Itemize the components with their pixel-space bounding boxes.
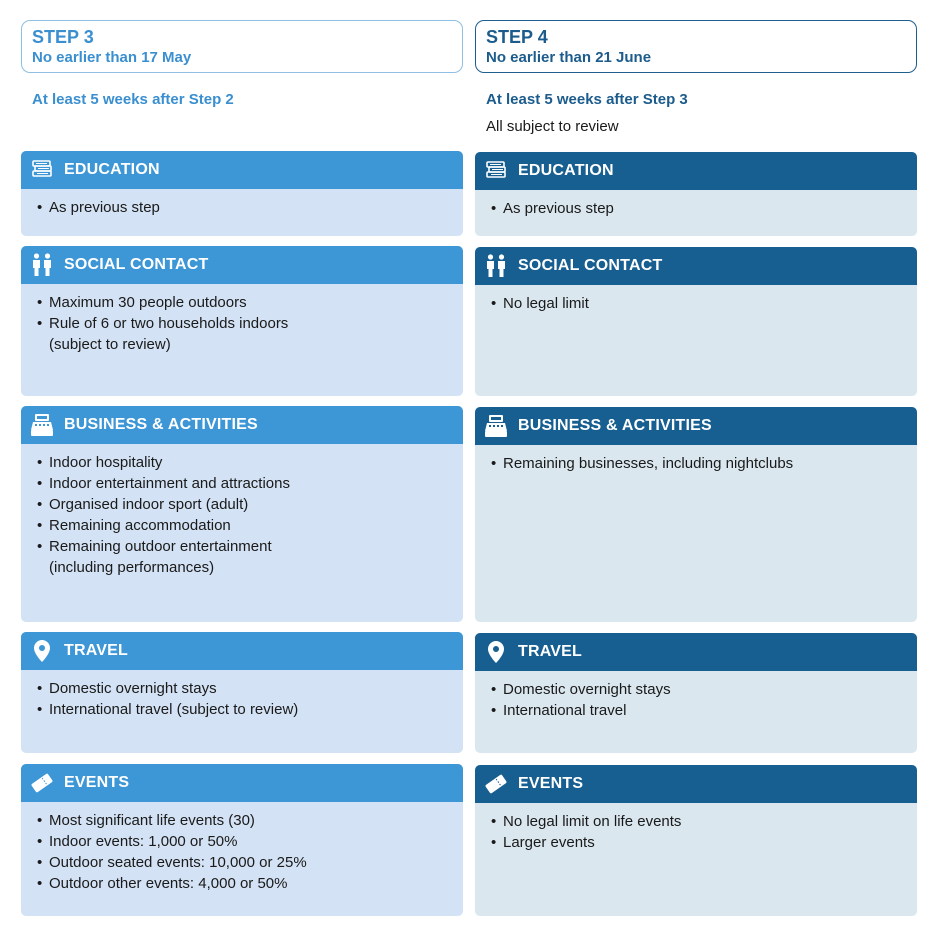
card-list [21, 189, 463, 218]
step4-education-card [475, 152, 917, 236]
list-item: • International travel (subject to review) [37, 699, 463, 720]
step4-events-card [475, 765, 917, 916]
step3-header [21, 20, 463, 73]
card-list [21, 284, 463, 355]
card-header [475, 152, 917, 190]
people-icon [29, 252, 55, 278]
card-header [475, 247, 917, 285]
card-heading: BUSINESS & ACTIVITIES [64, 416, 258, 433]
card-heading: EDUCATION [64, 161, 160, 178]
step4-review-note: All subject to review [486, 118, 619, 135]
list-item: • Outdoor other events: 4,000 or 50% [37, 873, 463, 894]
list-item: • Remaining outdoor entertainment [37, 536, 463, 557]
card-list [475, 285, 917, 314]
cash-register-icon [29, 412, 55, 438]
step4-travel-card [475, 633, 917, 753]
step4-header [475, 20, 917, 73]
list-item: • No legal limit [491, 293, 917, 314]
card-list [475, 190, 917, 219]
list-item: • Indoor hospitality [37, 452, 463, 473]
step4-social-card [475, 247, 917, 396]
list-item: • Indoor events: 1,000 or 50% [37, 831, 463, 852]
ticket-icon [483, 771, 509, 797]
card-heading: TRAVEL [64, 642, 129, 659]
card-header [475, 765, 917, 803]
list-item: • International travel [491, 700, 917, 721]
card-header [21, 151, 463, 189]
card-heading: EVENTS [64, 774, 130, 791]
location-pin-icon [29, 638, 55, 664]
list-item: • Most significant life events (30) [37, 810, 463, 831]
card-header [21, 764, 463, 802]
people-icon [483, 253, 509, 279]
list-item: • Remaining businesses, including nightclubs [491, 453, 917, 474]
list-item: • Organised indoor sport (adult) [37, 494, 463, 515]
step3-education-card [21, 151, 463, 236]
list-item: • As previous step [37, 197, 463, 218]
card-list [475, 445, 917, 474]
list-item: • Larger events [491, 832, 917, 853]
list-item: • Maximum 30 people outdoors [37, 292, 463, 313]
list-item: • Outdoor seated events: 10,000 or 25% [37, 852, 463, 873]
card-heading: EDUCATION [518, 162, 614, 179]
list-item-continuation: (including performances) [49, 559, 215, 576]
location-pin-icon [483, 639, 509, 665]
card-heading: TRAVEL [518, 643, 583, 660]
ticket-icon [29, 770, 55, 796]
card-list [475, 803, 917, 853]
card-list [21, 670, 463, 720]
card-list [21, 802, 463, 894]
card-list [475, 671, 917, 721]
list-item: • Indoor entertainment and attractions [37, 473, 463, 494]
list-item: • Remaining accommodation [37, 515, 463, 536]
step3-social-card [21, 246, 463, 396]
step3-date: No earlier than 17 May [32, 49, 192, 66]
card-heading: SOCIAL CONTACT [64, 256, 209, 273]
cash-register-icon [483, 413, 509, 439]
step4-date: No earlier than 21 June [486, 49, 652, 66]
card-header [475, 407, 917, 445]
card-header [475, 633, 917, 671]
list-item: • Rule of 6 or two households indoors [37, 313, 463, 334]
books-icon [29, 157, 55, 183]
step3-subtitle: At least 5 weeks after Step 2 [32, 91, 234, 108]
card-heading: EVENTS [518, 775, 584, 792]
step4-business-card [475, 407, 917, 622]
step4-title: STEP 4 [486, 27, 548, 47]
list-item: • As previous step [491, 198, 917, 219]
card-heading: BUSINESS & ACTIVITIES [518, 417, 712, 434]
step4-subtitle: At least 5 weeks after Step 3 [486, 91, 688, 108]
card-header [21, 246, 463, 284]
list-item: • Domestic overnight stays [37, 678, 463, 699]
list-item: • Domestic overnight stays [491, 679, 917, 700]
step3-title: STEP 3 [32, 27, 94, 47]
list-item: • No legal limit on life events [491, 811, 917, 832]
books-icon [483, 158, 509, 184]
step3-business-card [21, 406, 463, 622]
step3-travel-card [21, 632, 463, 753]
card-header [21, 632, 463, 670]
step3-events-card [21, 764, 463, 916]
list-item-continuation: (subject to review) [49, 336, 171, 353]
card-heading: SOCIAL CONTACT [518, 257, 663, 274]
card-header [21, 406, 463, 444]
card-list [21, 444, 463, 578]
